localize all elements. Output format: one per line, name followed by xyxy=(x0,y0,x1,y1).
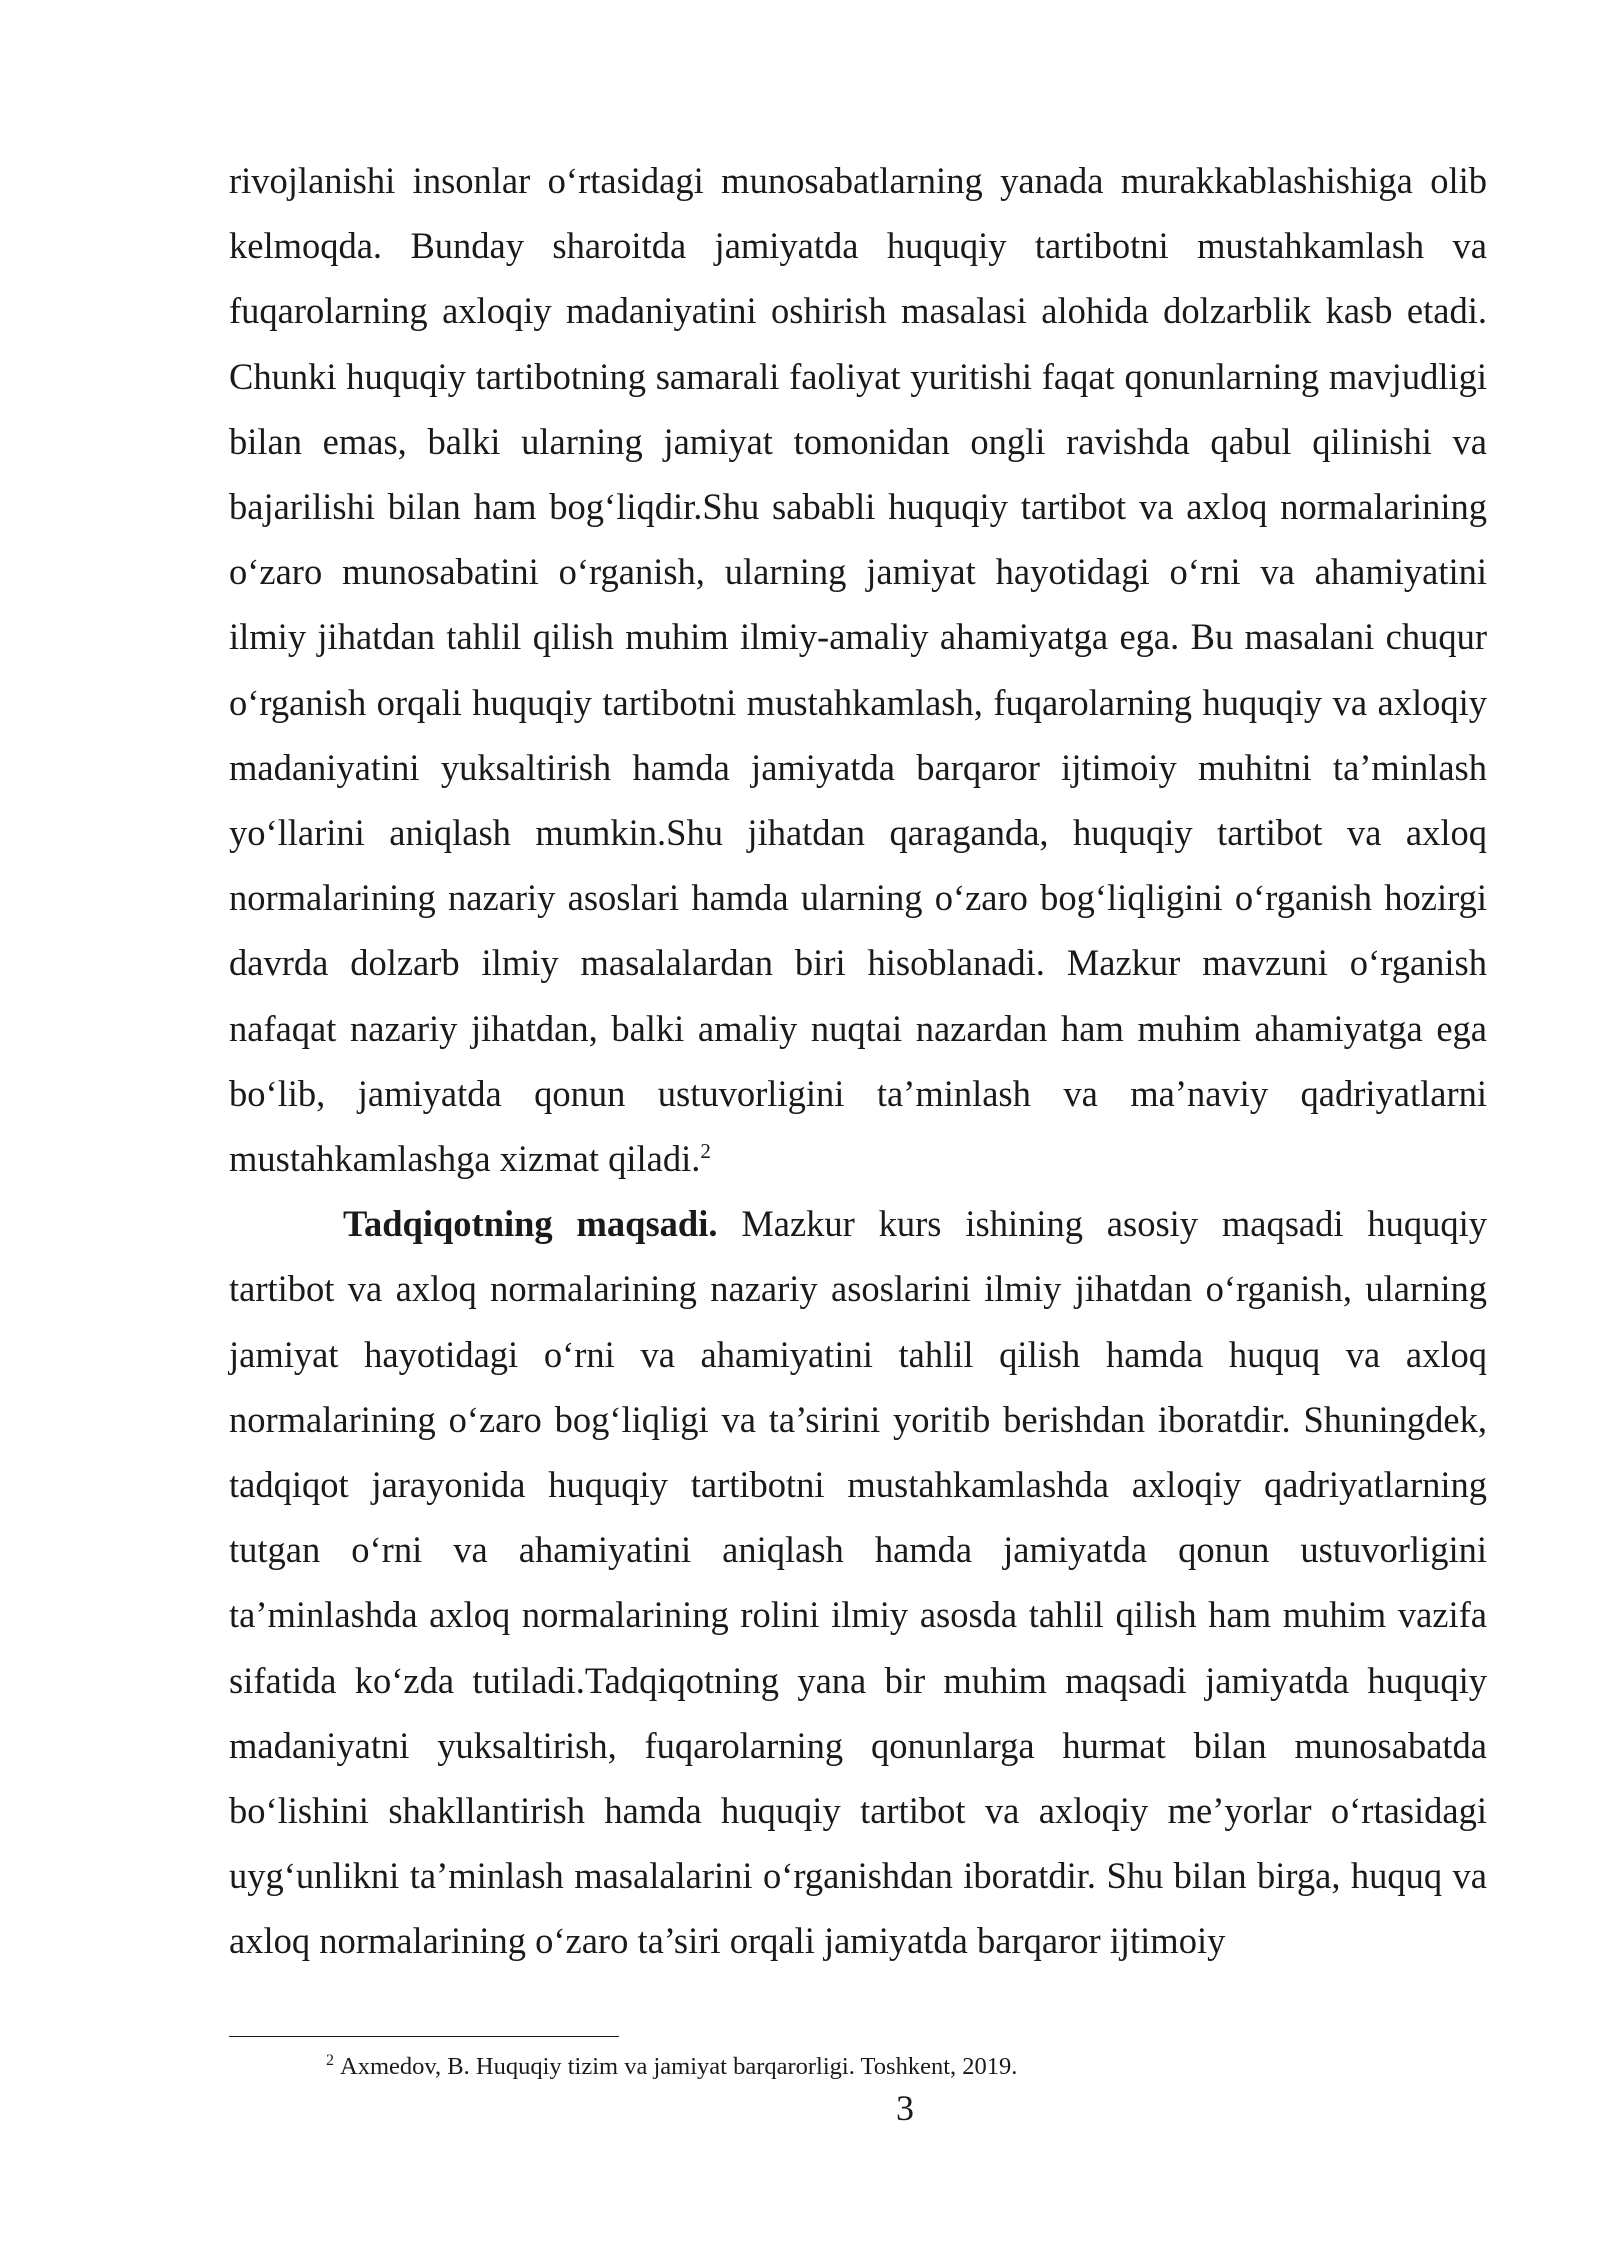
footnote-reference: 2 xyxy=(700,1138,711,1163)
footnote-number: 2 xyxy=(326,2051,334,2069)
paragraph-text: rivojlanishi insonlar o‘rtasidagi munosabatlarning yanada murakkablashishiga olib kelmoqda. Bunday sharoitda jamiyatda huquqiy tartibotni mustahkamlash va fuqarolarning axloqiy madaniyatini oshirish masalasi alohida dolzarblik kasb etadi. Chunki huquqiy tartibotning samarali faoliyat yuritishi faqat qonunlarning mavjudligi bilan emas, balki ularning jamiyat tomonidan ongli ravishda qabul qilinishi va bajarilishi bilan ham bog‘liqdir.Shu sababli huquqiy tartibot va axloq normalarining o‘zaro munosabatini o‘rganish, ularning jamiyat hayotidagi o‘rni va ahamiyatini ilmiy jihatdan tahlil qilish muhim ilmiy-amaliy ahamiyatga ega. Bu masalani chuqur o‘rganish orqali huquqiy tartibotni mustahkamlash, fuqarolarning huquqiy va axloqiy madaniyatini yuksaltirish hamda jamiyatda barqaror ijtimoiy muhitni ta’minlash yo‘llarini aniqlash mumkin.Shu jihatdan qaraganda, huquqiy tartibot va axloq normalarining nazariy asoslari hamda ularning o‘zaro bog‘liqligini o‘rganish hozirgi davrda dolzarb ilmiy masalalardan biri hisoblanadi. Mazkur mavzuni o‘rganish nafaqat nazariy jihatdan, balki amaliy nuqtai nazardan ham muhim ahamiyatga ega bo‘lib, jamiyatda qonun ustuvorligini ta’minlash va ma’naviy qadriyatlarni mustahkamlashga xizmat qiladi. xyxy=(229,160,1487,1180)
footnote xyxy=(326,2050,1017,2084)
paragraph-continuation xyxy=(229,148,1487,1191)
footnote-separator xyxy=(229,2036,619,2037)
page-number: 3 xyxy=(896,2088,914,2128)
paragraph-text: Mazkur kurs ishining asosiy maqsadi huquqiy tartibot va axloq normalarining nazariy asoslarini ilmiy jihatdan o‘rganish, ularning jamiyat hayotidagi o‘rni va ahamiyatini tahlil qilish hamda huquq va axloq normalarining o‘zaro bog‘liqligi va ta’sirini yoritib berishdan iboratdir. Shuningdek, tadqiqot jarayonida huquqiy tartibotni mustahkamlashda axloqiy qadriyatlarning tutgan o‘rni va ahamiyatini aniqlash hamda jamiyatda qonun ustuvorligini ta’minlashda axloq normalarining rolini ilmiy asosda tahlil qilish ham muhim vazifa sifatida ko‘zda tutiladi.Tadqiqotning yana bir muhim maqsadi jamiyatda huquqiy madaniyatni yuksaltirish, fuqarolarning qonunlarga hurmat bilan munosabatda bo‘lishini shakllantirish hamda huquqiy tartibot va axloqiy me’yorlar o‘rtasidagi uyg‘unlikni ta’minlash masalalarini o‘rganishdan iboratdir. Shu bilan birga, huquq va axloq normalarining o‘zaro ta’siri orqali jamiyatda barqaror ijtimoiy xyxy=(229,1203,1487,1962)
footnote-text: Axmedov, B. Huquqiy tizim va jamiyat barqarorligi. Toshkent, 2019. xyxy=(340,2053,1018,2080)
section-heading: Tadqiqotning maqsadi. xyxy=(343,1203,718,1245)
paragraph-research-goal xyxy=(229,1191,1487,1973)
main-text xyxy=(229,148,1487,1974)
